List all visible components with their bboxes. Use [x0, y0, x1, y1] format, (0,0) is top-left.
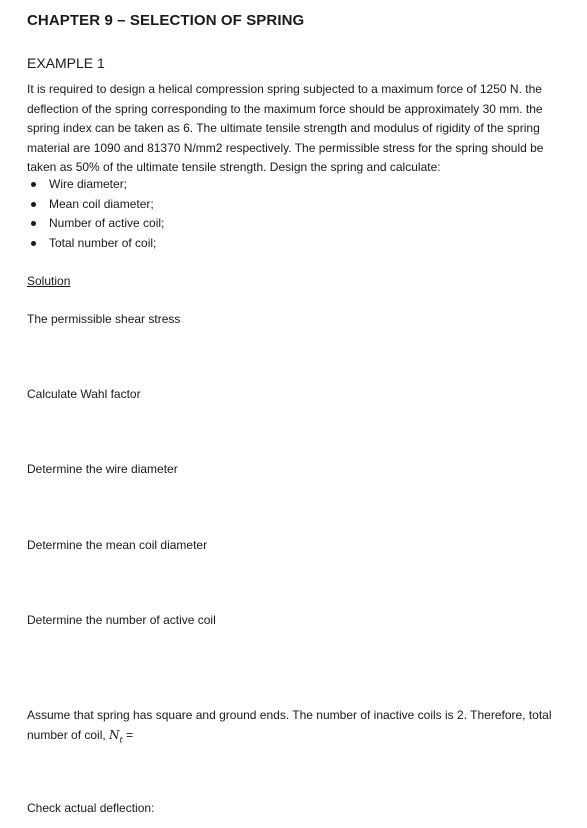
list-item: [27, 214, 164, 234]
bullet-icon: [31, 182, 36, 187]
total-coils-symbol: $N_t$: [109, 727, 123, 744]
step-check-deflection: Check actual deflection:: [27, 801, 155, 815]
bullet-icon: [31, 221, 36, 226]
list-item-text: Wire diameter;: [49, 177, 128, 191]
step-wahl-factor: Calculate Wahl factor: [27, 387, 141, 401]
assume-text: Assume that spring has square and ground ends. The number of inactive coils is 2. Therefore, total number of coil,: [27, 708, 552, 742]
bullet-icon: [31, 241, 36, 246]
equals-sign: =: [122, 727, 134, 742]
step-mean-coil-diameter: Determine the mean coil diameter: [27, 538, 208, 552]
list-item: [27, 195, 164, 215]
bullet-icon: [31, 202, 36, 207]
total-coils-paragraph: [27, 706, 572, 750]
list-item-text: Total number of coil;: [49, 235, 157, 250]
chapter-title: CHAPTER 9 – SELECTION OF SPRING: [27, 12, 305, 29]
step-permissible-shear-stress: The permissible shear stress: [27, 312, 181, 326]
problem-statement: It is required to design a helical compression spring subjected to a maximum force of 1250 N. the deflection of the spring corresponding to the maximum force should be approximately 30 mm. the spring index can be taken as 6. The ultimate tensile strength and modulus of rigidity of the spring material are 1090 and 81370 N/mm2 respectively. The permissible stress for the spring should be taken as 50% of the ultimate tensile strength. Design the spring and calculate:: [27, 82, 544, 175]
list-item: [27, 175, 164, 195]
list-item: [27, 234, 164, 254]
requirements-list: [27, 175, 164, 253]
list-item-text: Number of active coil;: [49, 216, 165, 231]
step-wire-diameter: Determine the wire diameter: [27, 462, 178, 476]
list-item-text: Mean coil diameter;: [49, 196, 154, 211]
example-heading: EXAMPLE 1: [27, 55, 105, 71]
step-active-coils: Determine the number of active coil: [27, 613, 216, 627]
solution-heading: Solution: [27, 274, 71, 288]
